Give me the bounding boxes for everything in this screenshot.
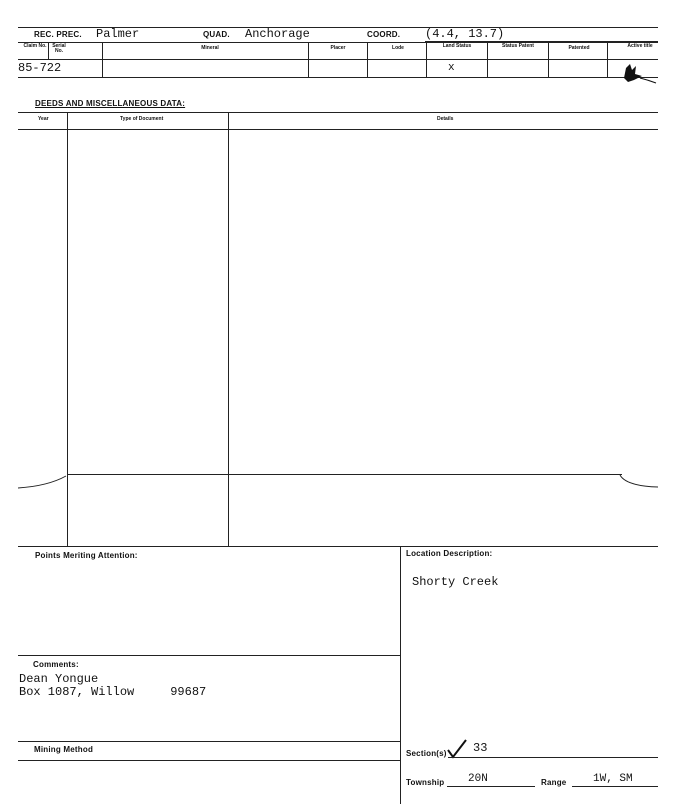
points-meriting-label: Points Meriting Attention:	[35, 551, 138, 560]
col-lode: Lode	[392, 45, 404, 51]
location-description-value: Shorty Creek	[412, 575, 499, 589]
coord-label: COORD.	[367, 30, 401, 39]
col-claim-no: Claim No.	[23, 43, 47, 49]
deeds-table-top	[18, 112, 658, 113]
col-active-title: Active title	[627, 43, 653, 49]
quad-value: Anchorage	[245, 27, 310, 41]
section-underline	[448, 757, 658, 758]
claim-number: 85-722	[18, 61, 62, 75]
mining-method-bottom	[18, 760, 400, 761]
deeds-bottom	[18, 546, 658, 547]
comments-label: Comments:	[33, 660, 79, 669]
points-bottom	[18, 655, 400, 656]
col-mineral: Mineral	[201, 45, 219, 51]
comments-line-2: Box 1087, Willow 99687	[19, 685, 207, 699]
claim-table-top	[18, 42, 658, 43]
section-label: Section(s)	[406, 749, 447, 758]
deeds-title: DEEDS AND MISCELLANEOUS DATA:	[35, 99, 186, 108]
col-type-of-document: Type of Document	[120, 116, 164, 122]
quad-label: QUAD.	[203, 30, 230, 39]
fold-line	[67, 474, 622, 475]
col-year: Year	[38, 116, 49, 122]
col-land-status: Land Status	[442, 43, 472, 49]
claim-table-header-bottom	[18, 59, 658, 60]
deeds-header-bottom	[18, 129, 658, 130]
rec-prec-value: Palmer	[96, 27, 140, 41]
fold-curl-left	[18, 472, 70, 492]
claim-table-bottom	[18, 77, 658, 78]
township-label: Township	[406, 778, 445, 787]
range-value: 1W, SM	[593, 773, 633, 785]
col-placer: Placer	[330, 45, 346, 51]
col-details: Details	[437, 116, 454, 122]
rec-prec-label: REC. PREC.	[34, 30, 82, 39]
range-label: Range	[541, 778, 567, 787]
township-value: 20N	[468, 773, 488, 785]
township-underline	[447, 786, 535, 787]
comments-line-1: Dean Yongue	[19, 672, 99, 686]
mining-method-label: Mining Method	[34, 745, 94, 754]
coord-value: (4.4, 13.7)	[425, 27, 505, 41]
lower-divider	[400, 546, 401, 804]
ink-blot-graphic	[612, 60, 658, 84]
range-underline	[572, 786, 658, 787]
col-serial-no: Serial No.	[52, 43, 66, 54]
fold-curl-right	[618, 472, 658, 492]
land-status-mark: x	[448, 62, 455, 74]
col-status-patent: Status Patent	[502, 43, 534, 49]
col-patented: Patented	[568, 45, 590, 51]
deeds-divider-2	[228, 112, 229, 546]
comments-bottom	[18, 741, 400, 742]
section-value: 33	[473, 741, 488, 755]
location-description-label: Location Description:	[406, 549, 493, 558]
